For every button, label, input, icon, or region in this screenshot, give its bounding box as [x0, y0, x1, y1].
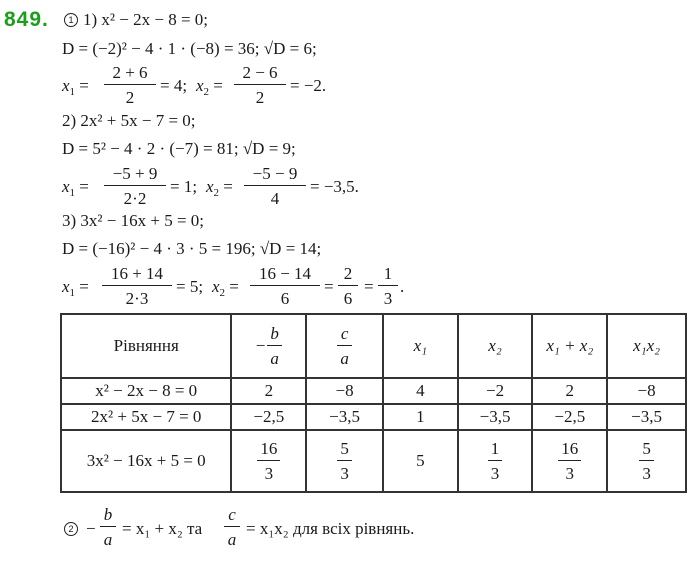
eq3-disc: D = (−16)² − 4 · 3 · 5 = 196;: [62, 239, 256, 258]
conclusion-marker-wrap: [64, 520, 83, 537]
row3-eq: 3x² − 16x + 5 = 0: [61, 430, 231, 492]
eq2-x1-den: 2·2: [123, 189, 147, 208]
eq1-x1-lhs: $x_1$ =: [62, 76, 89, 98]
eq2-discriminant: [62, 140, 296, 157]
eq3-x2-f3-den: 3: [383, 289, 393, 308]
row1-c: −8: [306, 378, 383, 404]
header-product: x₁x₂: [607, 314, 686, 378]
header-neg-b-over-a: − $\frac{b}{a}$: [231, 314, 306, 378]
header-x2: x₂: [458, 314, 533, 378]
eq3-x1-den: 2·3: [125, 289, 149, 308]
eq3-discriminant: [62, 240, 321, 257]
row2-c: −3,5: [306, 404, 383, 430]
eq1-x2-val: = −2.: [290, 76, 327, 95]
row1-x2: −2: [458, 378, 533, 404]
eq3-eq-sign-1: =: [324, 277, 334, 296]
eq3-x2-f2-num: 2: [343, 264, 353, 283]
eq3-x2-f3-num: 1: [383, 264, 393, 283]
eq1-x1-val: = 4;: [160, 76, 188, 95]
eq1-x2-lhs: $x_2$ =: [196, 76, 223, 98]
eq3-x2-den: 6: [280, 289, 290, 308]
row2-negb: −2,5: [231, 404, 306, 430]
eq3-x1-fraction: [102, 265, 172, 307]
row1-negb: 2: [231, 378, 306, 404]
eq1-x1-num: 2 + 6: [112, 63, 148, 82]
header-sum: x₁ + x₂: [532, 314, 607, 378]
conclusion-end: = x₁x₂ для всіх рівнянь.: [246, 519, 415, 538]
eq1-x2-fraction: [234, 64, 286, 106]
eq2-x1-lhs: $x_1$ =: [62, 177, 89, 199]
eq3-x2-f2-den: 6: [343, 289, 353, 308]
eq3-x1-val: = 5;: [176, 277, 204, 296]
row1-eq: x² − 2x − 8 = 0: [61, 378, 231, 404]
row2-eq: 2x² + 5x − 7 = 0: [61, 404, 231, 430]
eq1-x2-den: 2: [255, 88, 265, 107]
eq1-discriminant: [62, 40, 317, 57]
conclusion-c-over-a: c a: [224, 506, 240, 548]
table-row: [61, 404, 686, 430]
row2-prod: −3,5: [607, 404, 686, 430]
eq1-label: 1): [83, 10, 98, 29]
row1-prod: −8: [607, 378, 686, 404]
header-x1: x₁: [383, 314, 458, 378]
eq3-x1-num: 16 + 14: [110, 264, 164, 283]
eq2-x1-num: −5 + 9: [112, 164, 158, 183]
eq3-label: 3): [62, 211, 77, 230]
eq2-sqrt: √D = 9;: [242, 139, 296, 158]
eq3-x2-fraction-2: [338, 265, 358, 307]
eq2-x1-fraction: [104, 165, 166, 207]
eq1-sqrt: √D = 6;: [263, 39, 317, 58]
vieta-table: [60, 313, 687, 493]
eq2-label: 2): [62, 111, 77, 130]
eq2-disc: D = 5² − 4 · 2 · (−7) = 81;: [62, 139, 239, 158]
eq1-equation: x² − 2x − 8 = 0;: [101, 10, 209, 29]
table-row: [61, 430, 686, 492]
eq3-sqrt: √D = 14;: [259, 239, 322, 258]
eq3-x2-fraction: [250, 265, 320, 307]
eq1-x1-den: 2: [125, 88, 135, 107]
row1-sum: 2: [532, 378, 607, 404]
eq1-disc: D = (−2)² − 4 · 1 · (−8) = 36;: [62, 39, 260, 58]
row3-sum: $\frac{16}{3}$: [532, 430, 607, 492]
row3-x2: $\frac{1}{3}$: [458, 430, 533, 492]
row2-x2: −3,5: [458, 404, 533, 430]
eq3-equation: 3x² − 16x + 5 = 0;: [80, 211, 205, 230]
table-row: [61, 378, 686, 404]
problem-number: 849.: [4, 8, 49, 31]
row2-x1: 1: [383, 404, 458, 430]
eq2-x1-val: = 1;: [170, 177, 198, 196]
eq1-statement: [64, 11, 208, 28]
part2-marker: 2: [64, 522, 78, 536]
row3-prod: $\frac{5}{3}$: [607, 430, 686, 492]
row2-sum: −2,5: [532, 404, 607, 430]
eq1-x1-fraction: [104, 64, 156, 106]
table-header-row: [61, 314, 686, 378]
eq2-x2-den: 4: [270, 189, 280, 208]
eq3-x1-lhs: $x_1$ =: [62, 277, 89, 299]
eq3-x2-lhs: $x_2$ =: [212, 277, 239, 299]
conclusion-minus: −: [86, 519, 96, 538]
row3-x1: 5: [383, 430, 458, 492]
eq2-x2-num: −5 − 9: [252, 164, 298, 183]
header-c-over-a: $\frac{c}{a}$: [306, 314, 383, 378]
eq3-eq-sign-2: =: [364, 277, 374, 296]
eq3-statement: [62, 212, 204, 229]
eq3-period: .: [400, 277, 405, 296]
eq2-x2-lhs: $x_2$ =: [206, 177, 233, 199]
eq2-x2-fraction: [244, 165, 306, 207]
eq2-statement: [62, 112, 196, 129]
header-equation: Рівняння: [61, 314, 231, 378]
row3-c: $\frac{5}{3}$: [306, 430, 383, 492]
eq3-x2-fraction-3: [378, 265, 398, 307]
eq1-x2-num: 2 − 6: [242, 63, 278, 82]
conclusion-b-over-a: b a: [100, 506, 116, 548]
eq3-x2-num: 16 − 14: [258, 264, 312, 283]
eq2-equation: 2x² + 5x − 7 = 0;: [80, 111, 196, 130]
row3-negb: $\frac{16}{3}$: [231, 430, 306, 492]
eq2-x2-val: = −3,5.: [310, 177, 359, 196]
row1-x1: 4: [383, 378, 458, 404]
conclusion-middle: = x₁ + x₂ та: [122, 519, 203, 538]
part1-marker: 1: [64, 13, 78, 27]
